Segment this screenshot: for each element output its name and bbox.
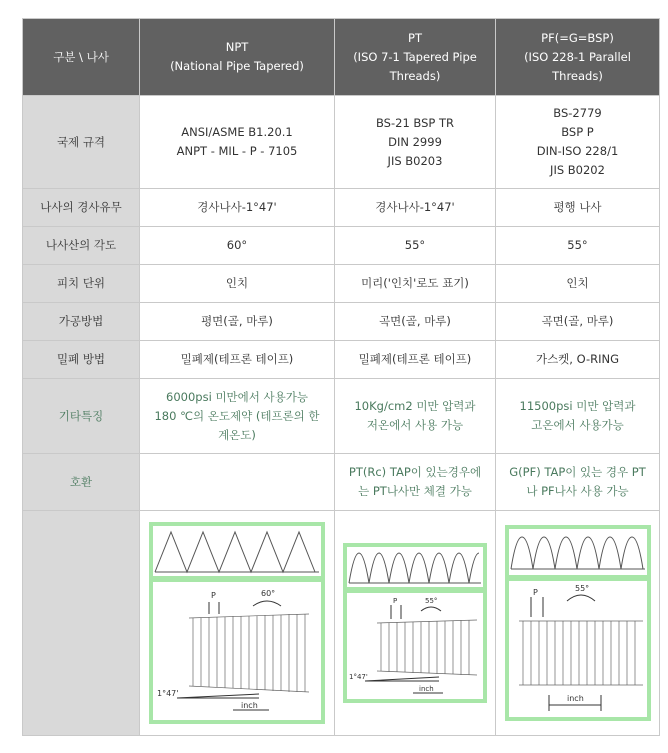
header-pt-desc-1: (ISO 7-1 Tapered Pipe [353, 49, 477, 64]
cell-pitch-pf: 인치 [496, 265, 660, 303]
table-row-machining [23, 303, 660, 341]
cell-line: 계온도) [218, 427, 256, 442]
header-npt [140, 19, 335, 96]
comparison-table-wrap [22, 18, 659, 736]
cell-line: BS-2779 [553, 106, 602, 120]
cell-figure-pf [496, 511, 660, 736]
cell-line: ANPT - MIL - P - 7105 [176, 144, 298, 158]
cell-compat-pf [496, 454, 660, 511]
cell-line: 고온에서 사용가능 [531, 418, 624, 432]
table-header-row [23, 19, 660, 96]
cell-features-npt [140, 379, 335, 454]
row-label-angle: 나사산의 각도 [23, 227, 140, 265]
cell-taper-pf: 평행 나사 [496, 189, 660, 227]
cell-standard-pt [335, 96, 496, 189]
row-label-features: 기타특징 [23, 379, 140, 454]
cell-machining-pt: 곡면(골, 마루) [335, 303, 496, 341]
pf-pitch-label: P [532, 588, 538, 597]
header-pt-desc-2: Threads) [389, 68, 441, 83]
cell-line: JIS B0203 [387, 153, 443, 168]
table-row-taper [23, 189, 660, 227]
pt-pitch-label: P [393, 597, 398, 605]
pf-thread-diagram [505, 525, 651, 721]
npt-taper-label: 1°47' [157, 689, 179, 698]
cell-line: 나 PF나사 사용 가능 [526, 484, 629, 498]
cell-features-pf [496, 379, 660, 454]
table-row-angle [23, 227, 660, 265]
cell-line: 10Kg/cm2 미만 압력과 [354, 399, 476, 413]
cell-sealing-pt: 밀폐제(테프론 테이프) [335, 341, 496, 379]
header-category: 구분 \ 나사 [23, 19, 140, 96]
npt-section-bg [153, 582, 321, 720]
cell-figure-pt [335, 511, 496, 736]
npt-thread-diagram [149, 522, 325, 724]
cell-line: 는 PT나사만 체결 가능 [358, 484, 472, 498]
cell-compat-npt [140, 454, 335, 511]
npt-angle-label: 60° [261, 589, 276, 598]
header-pf [496, 19, 660, 96]
pt-section-bg [347, 593, 483, 699]
cell-line: 저온에서 사용 가능 [366, 418, 464, 432]
cell-angle-pt: 55° [335, 227, 496, 265]
thread-comparison-table [22, 18, 660, 736]
cell-line: 180 ℃의 온도제약 (테프론의 한 [154, 408, 320, 423]
pt-thread-diagram [343, 543, 487, 703]
row-label-figures [23, 511, 140, 736]
row-label-machining: 가공방법 [23, 303, 140, 341]
cell-pitch-pt: 미리('인치'로도 표기) [335, 265, 496, 303]
table-row-standard [23, 96, 660, 189]
cell-line: DIN 2999 [388, 134, 442, 149]
row-label-standard: 국제 규격 [23, 96, 140, 189]
npt-pitch-label: P [211, 591, 216, 600]
table-row-figures [23, 511, 660, 736]
table-row-pitch [23, 265, 660, 303]
npt-inch-label: inch [241, 701, 258, 710]
table-row-compat [23, 454, 660, 511]
header-pf-desc-1: (ISO 228-1 Parallel [524, 49, 631, 64]
header-pt [335, 19, 496, 96]
cell-taper-npt: 경사나사-1°47' [140, 189, 335, 227]
pf-angle-label: 55° [574, 584, 589, 593]
cell-line: G(PF) TAP이 있는 경우 PT [509, 465, 646, 479]
cell-line: BS-21 BSP TR [375, 115, 455, 130]
cell-line: ANSI/ASME B1.20.1 [181, 125, 293, 139]
cell-standard-pf [496, 96, 660, 189]
cell-machining-pf: 곡면(골, 마루) [496, 303, 660, 341]
pt-taper-label: 1°47' [349, 673, 368, 681]
cell-features-pt [335, 379, 496, 454]
header-pf-desc-2: Threads) [552, 68, 603, 83]
row-label-sealing: 밀폐 방법 [23, 341, 140, 379]
cell-taper-pt: 경사나사-1°47' [335, 189, 496, 227]
pt-profile-bg [347, 547, 483, 587]
cell-line: BSP P [561, 125, 594, 139]
pt-inch-label: inch [419, 685, 434, 693]
cell-sealing-npt: 밀폐제(테프론 테이프) [140, 341, 335, 379]
table-row-sealing [23, 341, 660, 379]
cell-angle-pf: 55° [496, 227, 660, 265]
cell-line: 11500psi 미만 압력과 [519, 399, 636, 413]
cell-standard-npt [140, 96, 335, 189]
cell-line: JIS B0202 [550, 163, 605, 177]
header-npt-name: NPT [225, 40, 249, 54]
cell-figure-npt [140, 511, 335, 736]
row-label-pitch: 피치 단위 [23, 265, 140, 303]
cell-sealing-pf: 가스켓, O-RING [496, 341, 660, 379]
row-label-taper: 나사의 경사유무 [23, 189, 140, 227]
header-pf-name: PF(=G=BSP) [541, 30, 614, 45]
pt-angle-label: 55° [425, 597, 438, 605]
cell-line: PT(Rc) TAP이 있는경우에 [348, 465, 482, 479]
cell-angle-npt: 60° [140, 227, 335, 265]
header-pt-name: PT [408, 30, 422, 45]
cell-compat-pt [335, 454, 496, 511]
row-label-compat: 호환 [23, 454, 140, 511]
cell-line: 6000psi 미만에서 사용가능 [166, 389, 308, 404]
cell-pitch-npt: 인치 [140, 265, 335, 303]
cell-line: DIN-ISO 228/1 [536, 144, 619, 158]
pf-inch-label: inch [566, 694, 584, 703]
header-npt-desc: (National Pipe Tapered) [170, 59, 304, 73]
table-row-features [23, 379, 660, 454]
cell-machining-npt: 평면(골, 마루) [140, 303, 335, 341]
